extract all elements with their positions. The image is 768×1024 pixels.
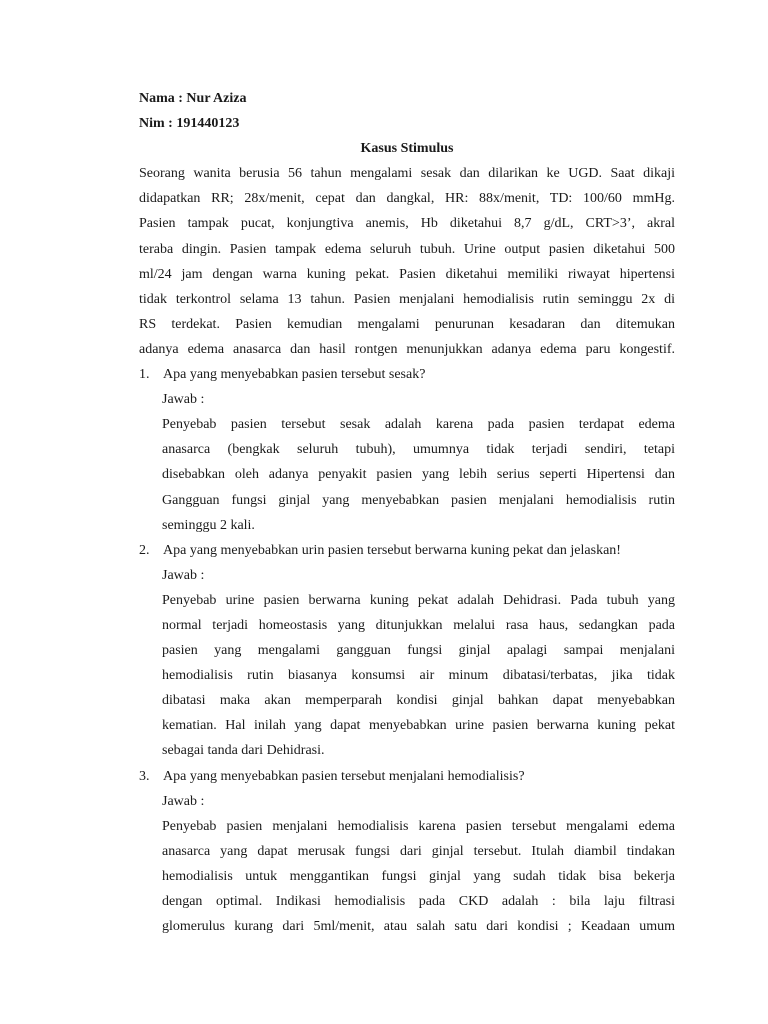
- answer-label: Jawab :: [162, 567, 205, 583]
- case-paragraph: [139, 161, 675, 362]
- case-line: Pasien tampak pucat, konjungtiva anemis, Hb diketahui 8,7 g/dL, CRT>3’, akral: [139, 216, 675, 232]
- answer-label: Jawab :: [162, 392, 205, 408]
- question-item: [139, 764, 675, 940]
- question-line: [139, 538, 675, 563]
- answer-line: anasarca yang dapat merusak fungsi dari ginjal tersebut. Itulah diambil tindakan: [162, 843, 675, 859]
- answer-line: Penyebab pasien menjalani hemodialisis karena pasien tersebut mengalami edema: [162, 818, 675, 834]
- case-line: teraba dingin. Pasien tampak edema seluruh tubuh. Urine output pasien diketahui 500: [139, 241, 675, 257]
- answer-line: seminggu 2 kali.: [162, 517, 255, 533]
- question-text: Apa yang menyebabkan pasien tersebut menjalani hemodialisis?: [163, 768, 525, 784]
- question-number: 2.: [139, 542, 150, 558]
- question-text: Apa yang menyebabkan pasien tersebut sesak?: [163, 367, 426, 383]
- question-item: [139, 362, 675, 538]
- question-text: Apa yang menyebabkan urin pasien tersebut berwarna kuning pekat dan jelaskan!: [163, 542, 621, 558]
- case-line: ml/24 jam dengan warna kuning pekat. Pasien diketahui memiliki riwayat hipertensi: [139, 266, 675, 282]
- student-name: Nama : Nur Aziza: [139, 91, 247, 106]
- case-line: RS terdekat. Pasien kemudian mengalami penurunan kesadaran dan ditemukan: [139, 316, 675, 332]
- answer-line: sebagai tanda dari Dehidrasi.: [162, 743, 325, 759]
- answer-line: dibatasi maka akan memperparah kondisi ginjal bahkan dapat menyebabkan: [162, 693, 675, 709]
- question-line: [139, 764, 675, 789]
- question-number: 1.: [139, 367, 150, 383]
- question-line: [139, 362, 675, 387]
- case-line: tidak terkontrol selama 13 tahun. Pasien menjalani hemodialisis rutin seminggu 2x di: [139, 291, 675, 307]
- answer-line: Penyebab pasien tersebut sesak adalah karena pada pasien terdapat edema: [162, 417, 675, 433]
- case-line: adanya edema anasarca dan hasil rontgen menunjukkan adanya edema paru kongestif.: [139, 341, 675, 357]
- document-title: Kasus Stimulus: [360, 141, 454, 157]
- answer-line: kematian. Hal inilah yang dapat menyebabkan urine pasien berwarna kuning pekat: [162, 718, 675, 734]
- answer-line: Gangguan fungsi ginjal yang menyebabkan pasien menjalani hemodialisis rutin: [162, 492, 675, 508]
- answer-line: hemodialisis rutin biasanya konsumsi air minum dibatasi/terbatas, jika tidak: [162, 668, 675, 684]
- answer-label: Jawab :: [162, 793, 205, 809]
- answer-line: Penyebab urine pasien berwarna kuning pekat adalah Dehidrasi. Pada tubuh yang: [162, 592, 675, 608]
- question-number: 3.: [139, 768, 150, 784]
- answer-line: anasarca (bengkak seluruh tubuh), umumnya tidak terjadi sendiri, tetapi: [162, 442, 675, 458]
- answer-line: normal terjadi homeostasis yang ditunjukkan melalui rasa haus, sedangkan pada: [162, 617, 675, 633]
- answer-line: glomerulus kurang dari 5ml/menit, atau salah satu dari kondisi ; Keadaan umum: [162, 919, 675, 935]
- question-item: [139, 538, 675, 764]
- answer-line: dengan optimal. Indikasi hemodialisis pada CKD adalah : bila laju filtrasi: [162, 894, 675, 909]
- case-line: didapatkan RR; 28x/menit, cepat dan dangkal, HR: 88x/menit, TD: 100/60 mmHg.: [139, 191, 675, 207]
- answer-line: pasien yang mengalami gangguan fungsi ginjal apalagi sampai menjalani: [162, 643, 675, 659]
- answer-line: disebabkan oleh adanya penyakit pasien yang lebih serius seperti Hipertensi dan: [162, 467, 675, 483]
- case-line: Seorang wanita berusia 56 tahun mengalami sesak dan dilarikan ke UGD. Saat dikaji: [139, 166, 675, 182]
- document-page: [139, 86, 675, 939]
- answer-line: hemodialisis untuk menggantikan fungsi ginjal yang sudah tidak bisa bekerja: [162, 868, 675, 884]
- student-nim: Nim : 191440123: [139, 116, 240, 132]
